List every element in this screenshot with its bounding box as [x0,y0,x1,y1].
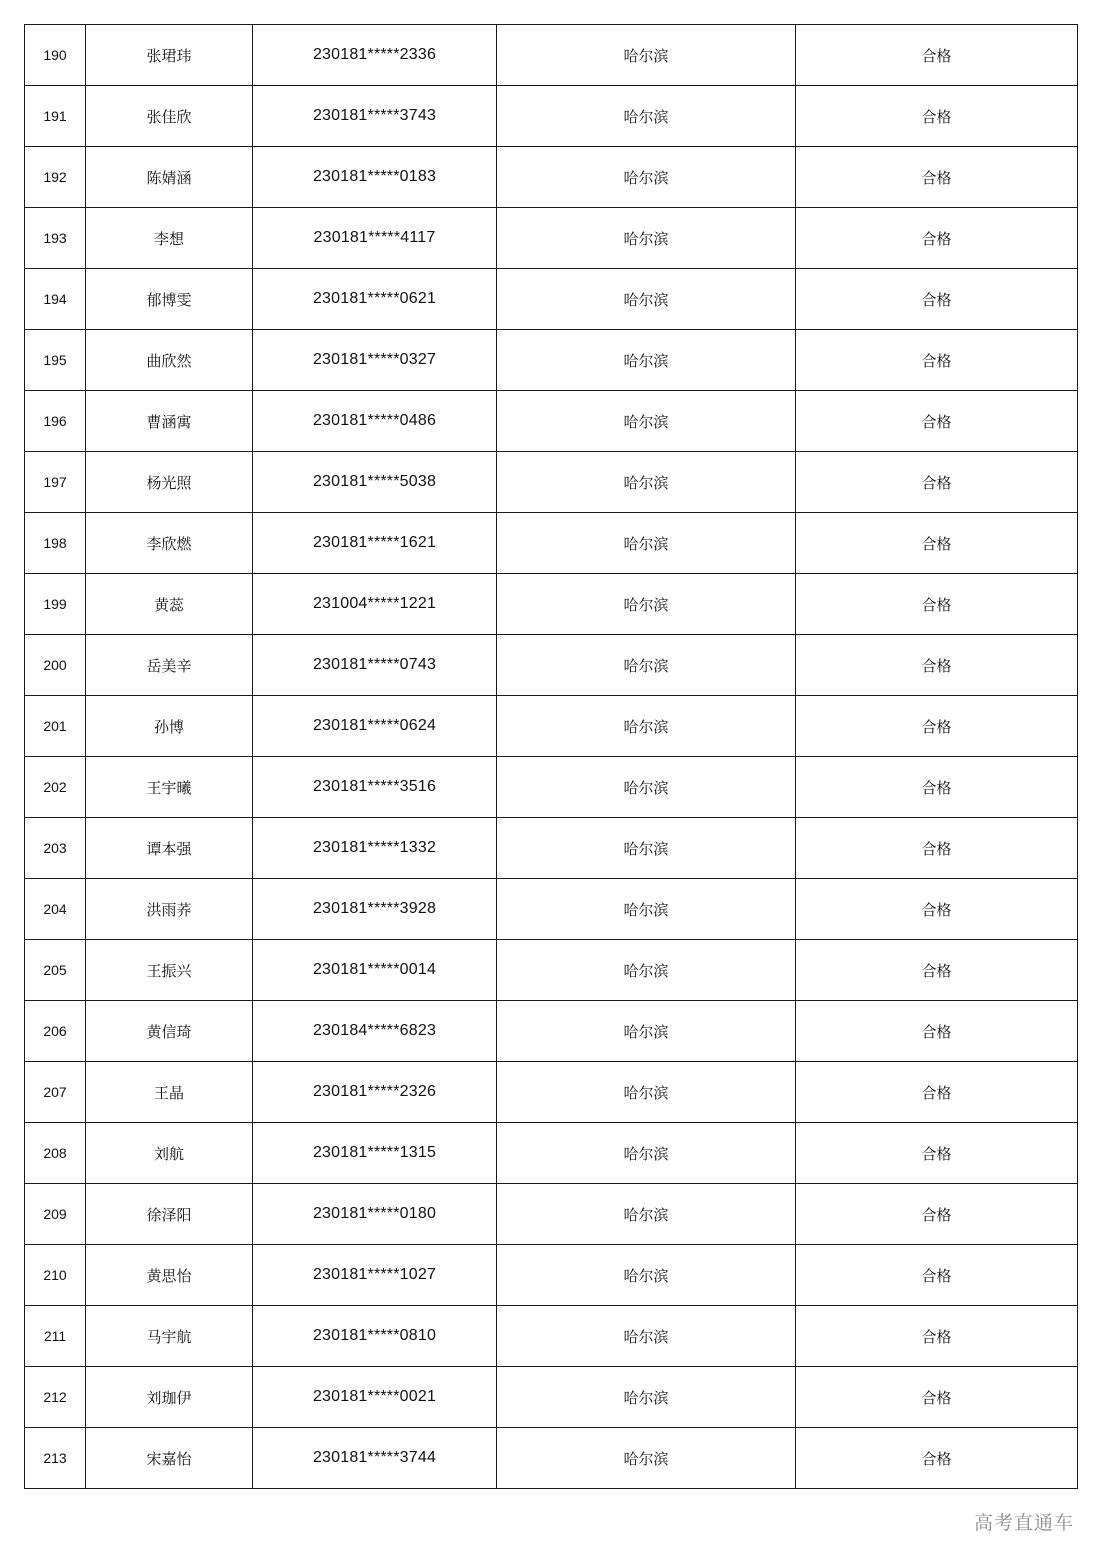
cell-result: 合格 [796,86,1078,147]
cell-city: 哈尔滨 [497,25,796,86]
cell-name: 张佳欣 [86,86,253,147]
table-row [25,1245,1078,1306]
cell-result: 合格 [796,940,1078,1001]
cell-number: 200 [25,635,86,696]
cell-result: 合格 [796,513,1078,574]
table-row [25,696,1078,757]
cell-name: 徐泽阳 [86,1184,253,1245]
cell-id-number: 231004*****1221 [253,574,497,635]
table-row [25,635,1078,696]
cell-number: 204 [25,879,86,940]
cell-city: 哈尔滨 [497,147,796,208]
table-row [25,208,1078,269]
cell-id-number: 230181*****1621 [253,513,497,574]
cell-number: 195 [25,330,86,391]
cell-name: 谭本强 [86,818,253,879]
cell-result: 合格 [796,1428,1078,1489]
table-row [25,452,1078,513]
cell-city: 哈尔滨 [497,391,796,452]
cell-city: 哈尔滨 [497,757,796,818]
cell-city: 哈尔滨 [497,1428,796,1489]
table-row [25,1306,1078,1367]
cell-result: 合格 [796,1123,1078,1184]
cell-result: 合格 [796,818,1078,879]
cell-result: 合格 [796,1184,1078,1245]
cell-name: 孙博 [86,696,253,757]
table-row [25,25,1078,86]
cell-city: 哈尔滨 [497,1184,796,1245]
cell-result: 合格 [796,147,1078,208]
cell-number: 202 [25,757,86,818]
table-row [25,1001,1078,1062]
roster-table [24,24,1078,1489]
cell-name: 杨光照 [86,452,253,513]
table-row [25,1428,1078,1489]
cell-id-number: 230181*****0486 [253,391,497,452]
cell-result: 合格 [796,879,1078,940]
table-row [25,879,1078,940]
cell-name: 王振兴 [86,940,253,1001]
cell-number: 212 [25,1367,86,1428]
cell-result: 合格 [796,1367,1078,1428]
cell-city: 哈尔滨 [497,1367,796,1428]
cell-result: 合格 [796,1062,1078,1123]
cell-city: 哈尔滨 [497,879,796,940]
cell-result: 合格 [796,269,1078,330]
cell-name: 马宇航 [86,1306,253,1367]
cell-name: 刘珈伊 [86,1367,253,1428]
cell-number: 196 [25,391,86,452]
cell-id-number: 230181*****0327 [253,330,497,391]
cell-number: 206 [25,1001,86,1062]
cell-id-number: 230181*****2336 [253,25,497,86]
cell-id-number: 230181*****1332 [253,818,497,879]
cell-number: 211 [25,1306,86,1367]
cell-city: 哈尔滨 [497,269,796,330]
table-row [25,1123,1078,1184]
cell-number: 210 [25,1245,86,1306]
cell-name: 黄信琦 [86,1001,253,1062]
table-row [25,1367,1078,1428]
cell-result: 合格 [796,757,1078,818]
cell-city: 哈尔滨 [497,696,796,757]
cell-name: 曹涵寓 [86,391,253,452]
cell-city: 哈尔滨 [497,1123,796,1184]
cell-city: 哈尔滨 [497,1306,796,1367]
table-row [25,940,1078,1001]
cell-number: 198 [25,513,86,574]
table-row [25,147,1078,208]
cell-result: 合格 [796,25,1078,86]
cell-name: 岳美辛 [86,635,253,696]
cell-name: 洪雨荞 [86,879,253,940]
table-row [25,269,1078,330]
cell-id-number: 230181*****3928 [253,879,497,940]
cell-city: 哈尔滨 [497,513,796,574]
cell-id-number: 230181*****0621 [253,269,497,330]
cell-city: 哈尔滨 [497,1062,796,1123]
cell-id-number: 230181*****0021 [253,1367,497,1428]
cell-name: 黄思怡 [86,1245,253,1306]
cell-id-number: 230181*****5038 [253,452,497,513]
cell-number: 201 [25,696,86,757]
cell-city: 哈尔滨 [497,940,796,1001]
cell-result: 合格 [796,635,1078,696]
cell-name: 李想 [86,208,253,269]
cell-city: 哈尔滨 [497,635,796,696]
cell-id-number: 230181*****3516 [253,757,497,818]
roster-table-body [25,25,1078,1489]
cell-id-number: 230181*****3744 [253,1428,497,1489]
table-row [25,513,1078,574]
cell-number: 205 [25,940,86,1001]
cell-id-number: 230181*****0014 [253,940,497,1001]
cell-city: 哈尔滨 [497,452,796,513]
cell-city: 哈尔滨 [497,208,796,269]
watermark: 高考直通车 [973,1512,1074,1534]
cell-name: 刘航 [86,1123,253,1184]
cell-id-number: 230181*****0810 [253,1306,497,1367]
cell-result: 合格 [796,1306,1078,1367]
table-row [25,391,1078,452]
cell-result: 合格 [796,1001,1078,1062]
cell-number: 192 [25,147,86,208]
cell-name: 曲欣然 [86,330,253,391]
cell-result: 合格 [796,330,1078,391]
cell-city: 哈尔滨 [497,1001,796,1062]
table-row [25,757,1078,818]
cell-id-number: 230181*****3743 [253,86,497,147]
table-row [25,1184,1078,1245]
cell-number: 199 [25,574,86,635]
cell-id-number: 230181*****4117 [253,208,497,269]
cell-result: 合格 [796,391,1078,452]
cell-number: 191 [25,86,86,147]
cell-result: 合格 [796,452,1078,513]
cell-number: 213 [25,1428,86,1489]
table-row [25,818,1078,879]
cell-id-number: 230181*****0743 [253,635,497,696]
cell-id-number: 230181*****1027 [253,1245,497,1306]
table-row [25,86,1078,147]
cell-city: 哈尔滨 [497,330,796,391]
cell-name: 郁博雯 [86,269,253,330]
cell-result: 合格 [796,696,1078,757]
cell-name: 李欣燃 [86,513,253,574]
cell-name: 陈婧涵 [86,147,253,208]
cell-name: 王宇曦 [86,757,253,818]
cell-id-number: 230184*****6823 [253,1001,497,1062]
cell-name: 王晶 [86,1062,253,1123]
cell-city: 哈尔滨 [497,818,796,879]
cell-number: 207 [25,1062,86,1123]
cell-city: 哈尔滨 [497,1245,796,1306]
cell-id-number: 230181*****0183 [253,147,497,208]
table-row [25,574,1078,635]
cell-number: 197 [25,452,86,513]
cell-result: 合格 [796,208,1078,269]
cell-id-number: 230181*****1315 [253,1123,497,1184]
cell-result: 合格 [796,574,1078,635]
cell-number: 203 [25,818,86,879]
table-row [25,330,1078,391]
cell-number: 194 [25,269,86,330]
cell-id-number: 230181*****2326 [253,1062,497,1123]
cell-number: 190 [25,25,86,86]
cell-number: 193 [25,208,86,269]
table-row [25,1062,1078,1123]
cell-name: 张珺玮 [86,25,253,86]
cell-result: 合格 [796,1245,1078,1306]
cell-id-number: 230181*****0180 [253,1184,497,1245]
cell-name: 宋嘉怡 [86,1428,253,1489]
cell-id-number: 230181*****0624 [253,696,497,757]
cell-city: 哈尔滨 [497,86,796,147]
cell-number: 209 [25,1184,86,1245]
cell-city: 哈尔滨 [497,574,796,635]
cell-number: 208 [25,1123,86,1184]
cell-name: 黄蕊 [86,574,253,635]
